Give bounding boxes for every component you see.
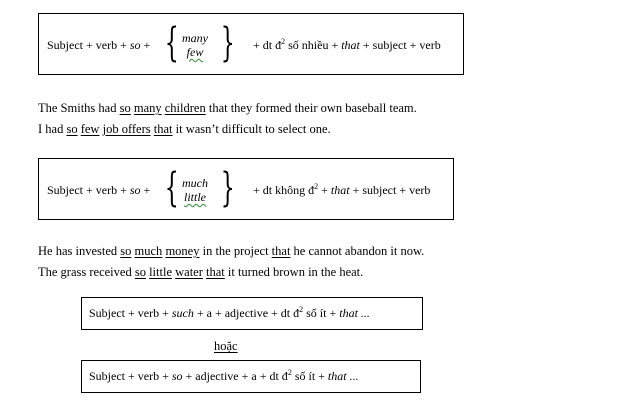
text: it wasn’t difficult to select one. [172, 122, 331, 136]
option-bottom: few [186, 45, 204, 59]
formula-middle: + a + adjective + dt đ [193, 306, 300, 320]
underlined-word: many [133, 101, 162, 115]
option-bottom: little [184, 190, 206, 204]
text: The grass received [38, 265, 135, 279]
formula-that: that [330, 183, 350, 197]
formula-box-much-little [38, 158, 454, 220]
underlined-word: little [149, 265, 172, 279]
formula-suffix-b: số nhiều + [285, 38, 342, 52]
text: it turned brown in the heat. [224, 265, 364, 279]
formula-left [47, 38, 150, 53]
right-brace: } [220, 165, 235, 211]
formula-plus: + [140, 183, 151, 197]
formula-such: such [171, 306, 194, 320]
formula-right [253, 38, 441, 53]
example-line [38, 122, 331, 137]
underlined-word: much [134, 244, 163, 258]
text: The Smiths had [38, 101, 120, 115]
text: that they formed their own baseball team. [205, 101, 417, 115]
example-line [38, 101, 417, 116]
formula-prefix: Subject + verb + [89, 369, 172, 383]
formula-sup: 2 [281, 37, 286, 46]
option-stack [175, 176, 215, 204]
formula-suffix-b: + [318, 183, 331, 197]
or-word [214, 339, 238, 354]
text: he cannot abandon it now. [290, 244, 425, 258]
formula-prefix: Subject + verb + [47, 183, 130, 197]
formula-box-many-few [38, 13, 464, 75]
option-stack [177, 31, 213, 59]
formula-text [89, 369, 359, 384]
formula-box-so-adjective [81, 360, 421, 393]
underlined-word: so [120, 244, 132, 258]
formula-sup: 2 [287, 368, 292, 377]
formula-suffix: số ít + [303, 306, 340, 320]
underlined-word: money [165, 244, 200, 258]
formula-left [47, 183, 150, 198]
underlined-word: water [175, 265, 203, 279]
underlined-word: children [164, 101, 206, 115]
formula-suffix-c: + subject + verb [349, 183, 431, 197]
formula-suffix-a: + dt đ [253, 38, 282, 52]
example-line [38, 244, 424, 259]
formula-so: so [171, 369, 183, 383]
formula-prefix: Subject + verb + [89, 306, 172, 320]
text: in the project [199, 244, 272, 258]
underlined-word: that [206, 265, 225, 279]
underlined-word: job offers [102, 122, 151, 136]
formula-text [89, 306, 370, 321]
option-top: many [182, 31, 208, 45]
formula-plus: + [140, 38, 151, 52]
underlined-word: so [119, 101, 131, 115]
option-top: much [182, 176, 208, 190]
formula-that: that [341, 38, 360, 52]
formula-box-such [81, 297, 423, 330]
formula-sup: 2 [314, 182, 319, 191]
underlined-word: so [134, 265, 146, 279]
formula-that: that ... [327, 369, 359, 383]
text: He has invested [38, 244, 121, 258]
formula-suffix-c: + subject + verb [359, 38, 441, 52]
left-brace: { [164, 165, 179, 211]
formula-that: that ... [339, 306, 370, 320]
underlined-word: few [80, 122, 100, 136]
text: I had [38, 122, 67, 136]
underlined-word: that [153, 122, 173, 136]
formula-sup: 2 [299, 305, 304, 314]
formula-so: so [129, 183, 141, 197]
formula-middle: + adjective + a + dt đ [182, 369, 288, 383]
formula-right [253, 183, 430, 198]
or-word-text: hoặc [214, 339, 238, 353]
underlined-word: so [66, 122, 78, 136]
underlined-word: that [271, 244, 291, 258]
formula-prefix: Subject + verb + [47, 38, 130, 52]
example-line [38, 265, 363, 280]
formula-so: so [129, 38, 141, 52]
left-brace: { [164, 20, 179, 66]
right-brace: } [220, 20, 235, 66]
formula-suffix-a: + dt không đ [253, 183, 315, 197]
formula-suffix: số ít + [291, 369, 328, 383]
